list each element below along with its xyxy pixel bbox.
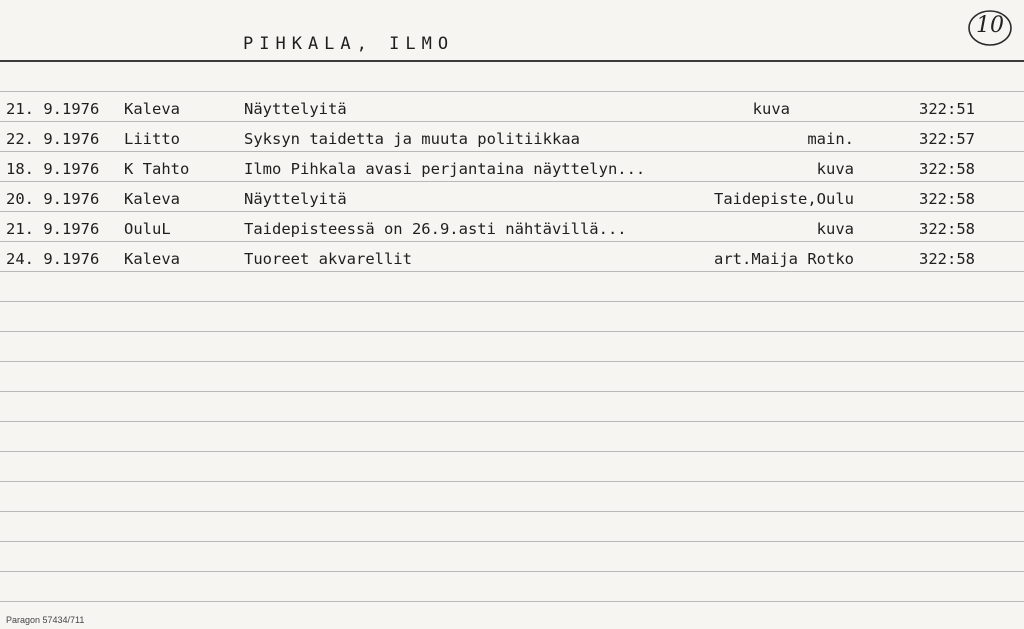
line-rule [0, 451, 1024, 452]
entry-source: OuluL [124, 220, 171, 238]
entry-note: Taidepiste,Oulu [714, 190, 854, 208]
entry-ref: 322:51 [919, 100, 975, 118]
entry-note: kuva [752, 100, 790, 118]
line-rule [0, 331, 1024, 332]
entry-source: K Tahto [124, 160, 190, 178]
line-rule [0, 511, 1024, 512]
entry-date: 20. 9.1976 [6, 190, 100, 208]
entry-note: main. [807, 130, 854, 148]
entry-title: Tuoreet akvarellit [244, 250, 412, 268]
entry-row [0, 211, 1024, 241]
entry-row [0, 151, 1024, 181]
entry-date: 24. 9.1976 [6, 250, 100, 268]
line-rule [0, 421, 1024, 422]
entry-source: Kaleva [124, 190, 180, 208]
header-rule [0, 60, 1024, 62]
entry-ref: 322:58 [919, 190, 975, 208]
entry-ref: 322:57 [919, 130, 975, 148]
line-rule [0, 571, 1024, 572]
line-rule [0, 541, 1024, 542]
entry-ref: 322:58 [919, 250, 975, 268]
entry-date: 18. 9.1976 [6, 160, 100, 178]
entry-row [0, 181, 1024, 211]
line-rule [0, 301, 1024, 302]
entry-ref: 322:58 [919, 160, 975, 178]
entry-title: Syksyn taidetta ja muuta politiikkaa [244, 130, 580, 148]
entry-row [0, 121, 1024, 151]
entry-ref: 322:58 [919, 220, 975, 238]
card-number-badge [966, 8, 1014, 48]
entry-source: Kaleva [124, 100, 180, 118]
entry-note: art.Maija Rotko [714, 250, 854, 268]
entry-date: 21. 9.1976 [6, 100, 100, 118]
entry-source: Kaleva [124, 250, 180, 268]
entry-date: 22. 9.1976 [6, 130, 100, 148]
entry-row [0, 91, 1024, 121]
entry-note: kuva [816, 220, 854, 238]
card-footer: Paragon 57434/711 [6, 615, 85, 625]
entry-note: kuva [816, 160, 854, 178]
entry-date: 21. 9.1976 [6, 220, 100, 238]
line-rule [0, 271, 1024, 272]
card-title: PIHKALA, ILMO [243, 34, 455, 54]
entry-title: Ilmo Pihkala avasi perjantaina näyttelyn... [244, 160, 646, 178]
line-rule [0, 361, 1024, 362]
card-number: 10 [976, 13, 1004, 38]
entry-title: Näyttelyitä [244, 100, 347, 118]
line-rule [0, 391, 1024, 392]
entry-row [0, 241, 1024, 271]
entry-title: Näyttelyitä [244, 190, 347, 208]
entry-source: Liitto [124, 130, 180, 148]
entry-title: Taidepisteessä on 26.9.asti nähtävillä... [244, 220, 627, 238]
line-rule [0, 601, 1024, 602]
line-rule [0, 481, 1024, 482]
